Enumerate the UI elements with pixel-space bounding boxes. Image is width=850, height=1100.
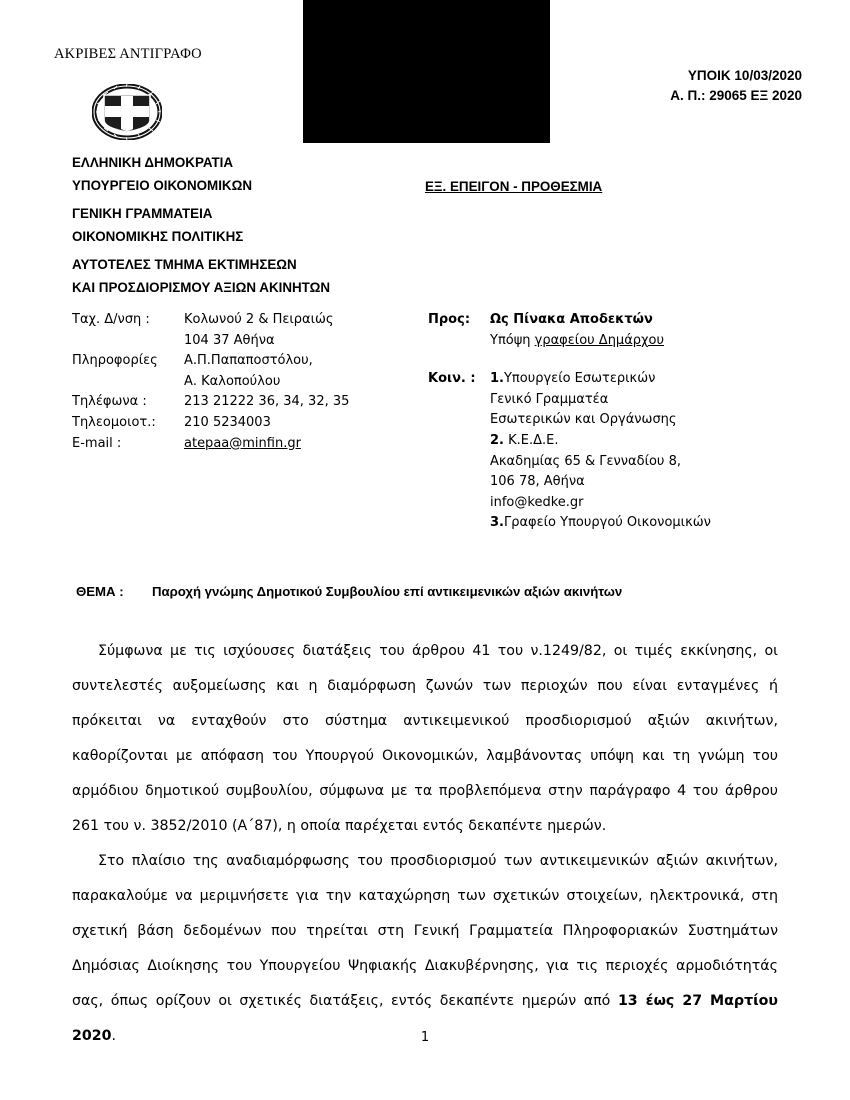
email-link[interactable]: atepaa@minfin.gr <box>184 435 301 451</box>
recipient-cc1-line3: Εσωτερικών και Οργάνωσης <box>490 412 677 428</box>
protocol-number-block <box>670 66 802 106</box>
contact-row-email <box>72 434 349 455</box>
body-paragraph-2-part1: Στο πλαίσιο της αναδιαμόρφωσης του προσδιορισμού των αντικειμενικών αξιών ακινήτων, παρακαλούμε να μεριμνήσετε για την καταχώρηση των σχετικών στοιχείων, ηλεκτρονικά, στη σχετική βάση δεδομένων που τηρείται στη Γενική Γραμματεία Πληροφοριακών Συστημάτων Δημόσιας Διοίκησης του Υπουργείου Ψηφιακής Διακυβέρνησης, για τις περιοχές αρμοδιότητάς σας, όπως ορίζουν οι σχετικές διατάξεις, εντός δεκαπέντε ημερών από <box>72 853 778 1009</box>
body-paragraph-2-part2: . <box>111 1028 117 1044</box>
redaction-block <box>303 0 550 143</box>
recipient-row-spacer <box>428 351 711 369</box>
ministry-line-secretariat-2: ΟΙΚΟΝΟΜΙΚΗΣ ΠΟΛΙΤΙΚΗΣ <box>72 228 244 244</box>
subject-text: Παροχή γνώμης Δημοτικού Συμβουλίου επί αντικειμενικών αξιών ακινήτων <box>152 584 623 599</box>
recipient-cc1-line1 <box>490 369 711 390</box>
recipient-cc1-line2: Γενικό Γραμματέα <box>490 391 609 407</box>
recipient-cc1-number: 1. <box>490 371 504 387</box>
recipient-cc2-email[interactable]: info@kedke.gr <box>490 494 584 510</box>
recipient-cc-label-empty-5 <box>428 472 490 493</box>
subject-label: ΘΕΜΑ : <box>76 584 124 599</box>
recipient-cc-label-empty-4 <box>428 452 490 473</box>
recipient-to-value: Ως Πίνακα Αποδεκτών <box>490 312 653 327</box>
recipient-cc2-number: 2. <box>490 432 504 448</box>
protocol-date-line: ΥΠΟΙΚ 10/03/2020 <box>687 68 802 83</box>
ministry-line-ministry: ΥΠΟΥΡΓΕΙΟ ΟΙΚΟΝΟΜΙΚΩΝ <box>72 177 252 193</box>
ministry-line-department-1: ΑΥΤΟΤΕΛΕΣ ΤΜΗΜΑ ΕΚΤΙΜΗΣΕΩΝ <box>72 257 297 272</box>
recipient-cc-label: Κοιν. : <box>428 371 476 387</box>
recipient-cc2-text: Κ.Ε.Δ.Ε. <box>503 432 559 448</box>
contact-row-address <box>72 310 349 331</box>
recipient-cc-label-empty-2 <box>428 410 490 431</box>
recipient-cc-label-empty-3 <box>428 431 490 452</box>
contact-address-line1: Κολωνού 2 & Πειραιώς <box>184 312 334 327</box>
document-body <box>72 634 778 1054</box>
contact-email-value[interactable] <box>184 434 349 455</box>
contact-phone-value: 213 21222 36, 34, 32, 35 <box>184 394 350 410</box>
contact-email-label: E-mail : <box>72 435 122 451</box>
recipient-row-cc3 <box>428 513 711 534</box>
recipient-to-label: Προς: <box>428 312 471 327</box>
recipient-cc2-line1 <box>490 431 711 452</box>
contact-row-fax <box>72 413 349 434</box>
contact-address-label-empty <box>72 331 184 352</box>
recipients-block <box>428 310 711 534</box>
recipient-row-cc2-4 <box>428 493 711 514</box>
ministry-header-block <box>72 152 330 299</box>
ministry-line-republic: ΕΛΛΗΝΙΚΗ ΔΗΜΟΚΡΑΤΙΑ <box>72 155 234 170</box>
page-number: 1 <box>420 1030 430 1045</box>
recipient-attention <box>490 331 711 352</box>
contact-info-block <box>72 310 349 454</box>
recipient-row-attention <box>428 331 711 352</box>
contact-fax-label: Τηλεομοιοτ.: <box>72 414 156 430</box>
recipient-attn-prefix: Υπόψη <box>490 332 535 348</box>
contact-phone-label: Τηλέφωνα : <box>72 394 147 410</box>
contact-address-label: Ταχ. Δ/νση : <box>72 312 150 327</box>
recipient-cc-label-empty-6 <box>428 493 490 514</box>
urgent-deadline-marker: ΕΞ. ΕΠΕΙΓΟΝ - ΠΡΟΘΕΣΜΙΑ <box>425 179 603 194</box>
recipient-row-to <box>428 310 711 331</box>
recipient-cc2-line3: 106 78, Αθήνα <box>490 474 585 490</box>
subject-line <box>76 584 622 599</box>
recipient-spacer-right <box>490 351 711 369</box>
recipient-attn-label-empty <box>428 331 490 352</box>
recipient-row-cc2 <box>428 431 711 452</box>
contact-row-info-2 <box>72 372 349 393</box>
contact-info-label-empty <box>72 372 184 393</box>
recipient-cc-label-empty-1 <box>428 390 490 411</box>
body-paragraph-2 <box>72 844 778 1054</box>
body-paragraph-1: Σύμφωνα με τις ισχύουσες διατάξεις του άρθρου 41 του ν.1249/82, οι τιμές εκκίνησης, οι συντελεστές αυξομείωσης και η διαμόρφωση ζωνών των περιοχών που είναι ενταγμένες ή πρόκειται να ενταχθούν στο σύστημα αντικειμενικού προσδιορισμού αξιών ακινήτων, καθορίζονται με απόφαση του Υπουργού Οικονομικών, λαμβάνοντας υπόψη και τη γνώμη του αρμόδιου δημοτικού συμβουλίου, σύμφωνα με τα προβλεπόμενα στην παράγραφο 4 του άρθρου 261 του ν. 3852/2010 (Α΄87), η οποία παρέχεται εντός δεκαπέντε ημερών. <box>72 643 778 834</box>
contact-row-address-2 <box>72 331 349 352</box>
contact-info-label: Πληροφορίες <box>72 353 158 369</box>
body-paragraph-2-deadline: 13 έως 27 Μαρτίου 2020 <box>72 993 778 1044</box>
recipient-row-cc1-3 <box>428 410 711 431</box>
ministry-line-secretariat-1: ΓΕΝΙΚΗ ΓΡΑΜΜΑΤΕΙΑ <box>72 206 213 221</box>
recipient-cc3-number: 3. <box>490 515 504 531</box>
greek-coat-of-arms-emblem <box>92 84 162 140</box>
recipient-row-cc2-2 <box>428 452 711 473</box>
contact-fax-value: 210 5234003 <box>184 414 271 430</box>
protocol-reference-line: Α. Π.: 29065 ΕΞ 2020 <box>670 88 802 103</box>
recipient-cc3-text: Γραφείο Υπουργού Οικονομικών <box>503 515 711 531</box>
contact-info-line1: Α.Π.Παπαποστόλου, <box>184 353 313 369</box>
recipient-attn-underlined: γραφείου Δημάρχου <box>534 332 665 348</box>
certified-copy-label: ΑΚΡΙΒΕΣ ΑΝΤΙΓΡΑΦΟ <box>54 46 202 62</box>
recipient-cc1-text: Υπουργείο Εσωτερικών <box>503 371 656 387</box>
recipient-cc-label-empty-7 <box>428 513 490 534</box>
recipient-cc2-line2: Ακαδημίας 65 & Γενναδίου 8, <box>490 453 681 469</box>
contact-row-info <box>72 351 349 372</box>
contact-row-phone <box>72 392 349 413</box>
recipient-row-cc2-3 <box>428 472 711 493</box>
recipient-row-cc1-2 <box>428 390 711 411</box>
contact-address-line2: 104 37 Αθήνα <box>184 332 275 348</box>
recipient-spacer-left <box>428 351 490 369</box>
recipient-cc3-line1 <box>490 513 711 534</box>
ministry-line-department-2: ΚΑΙ ΠΡΟΣΔΙΟΡΙΣΜΟΥ ΑΞΙΩΝ ΑΚΙΝΗΤΩΝ <box>72 279 331 295</box>
contact-info-line2: Α. Καλοπούλου <box>184 373 281 389</box>
recipient-row-cc1 <box>428 369 711 390</box>
